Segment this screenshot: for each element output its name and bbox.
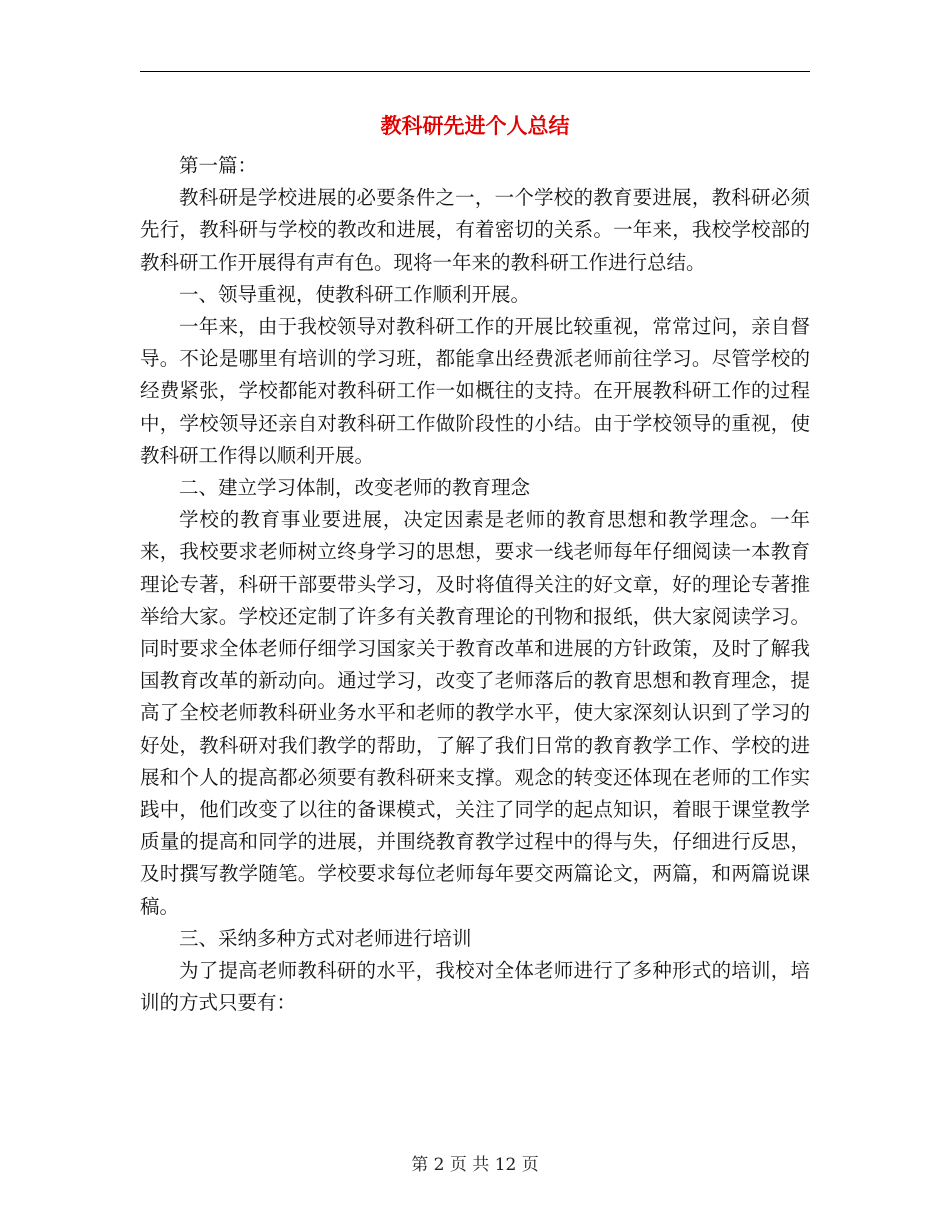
paragraph-section-1: 一年来，由于我校领导对教科研工作的开展比较重视，常常过问，亲自督导。不论是哪里有培训的学习班，都能拿出经费派老师前往学习。尽管学校的经费紧张，学校都能对教科研工作一如概往的支持。在开展教科研工作的过程中，学校领导还亲自对教科研工作做阶段性的小结。由于学校领导的重视，使教科研工作得以顺利开展。 xyxy=(140,315,810,467)
document-title: 教科研先进个人总结 xyxy=(380,113,570,138)
heading-section-3: 三、采纳多种方式对老师进行培训 xyxy=(179,926,472,950)
header-rule xyxy=(140,71,810,72)
paragraph-intro: 教科研是学校进展的必要条件之一，一个学校的教育要进展，教科研必须先行，教科研与学校的教改和进展，有着密切的关系。一年来，我校学校部的教科研工作开展得有声有色。现将一年来的教科研工作进行总结。 xyxy=(140,186,810,274)
paragraph-section-label: 第一篇： xyxy=(179,154,258,177)
heading-section-1: 一、领导重视，使教科研工作顺利开展。 xyxy=(179,282,531,306)
paragraph-section-3: 为了提高老师教科研的水平，我校对全体老师进行了多种形式的培训，培训的方式只要有： xyxy=(140,959,810,1015)
page-number: 第 2 页 共 12 页 xyxy=(411,1155,539,1175)
document-body xyxy=(140,150,810,1019)
heading-section-2: 二、建立学习体制，改变老师的教育理念 xyxy=(179,476,531,500)
paragraph-section-2: 学校的教育事业要进展，决定因素是老师的教育思想和教学理念。一年来，我校要求老师树立终身学习的思想，要求一线老师每年仔细阅读一本教育理论专著，科研干部要带头学习，及时将值得关注的好文章，好的理论专著推举给大家。学校还定制了许多有关教育理论的刊物和报纸，供大家阅读学习。同时要求全体老师仔细学习国家关于教育改革和进展的方针政策，及时了解我国教育改革的新动向。通过学习，改变了老师落后的教育思想和教育理念，提高了全校老师教科研业务水平和老师的教学水平，使大家深刻认识到了学习的好处，教科研对我们教学的帮助，了解了我们日常的教育教学工作、学校的进展和个人的提高都必须要有教科研来支撑。观念的转变还体现在老师的工作实践中，他们改变了以往的备课模式，关注了同学的起点知识，着眼于课堂教学质量的提高和同学的进展，并围绕教育教学过程中的得与失，仔细进行反思，及时撰写教学随笔。学校要求每位老师每年要交两篇论文，两篇，和两篇说课稿。 xyxy=(140,508,810,918)
